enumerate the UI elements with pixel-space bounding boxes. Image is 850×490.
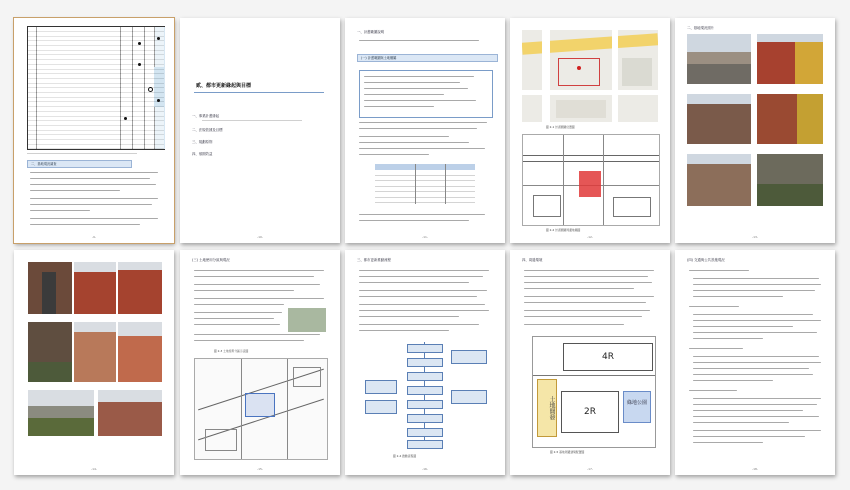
zoning-map [194,358,328,460]
site-photo-7 [28,262,72,314]
page-thumbnail-7[interactable] [180,250,340,475]
inset-photo [288,308,326,332]
page-thumbnail-1[interactable]: 二、基地現況調查 -9- [14,18,174,243]
site-photo-13 [28,390,94,436]
flow-side-3 [365,380,397,394]
section-subtitle: (一) 計畫範圍與土地權屬 [357,54,498,62]
flow-step-1 [407,344,443,353]
page-thumbnail-8[interactable] [345,250,505,475]
chapter-item-4: 四、預期效益 [192,152,213,156]
location-map [522,30,658,122]
page-thumbnail-10[interactable] [675,250,835,475]
page-thumbnail-5[interactable] [675,18,835,243]
chapter-item-2: 二、法規依據及目標 [192,128,223,132]
page-thumbnail-6[interactable] [14,250,174,475]
flow-side-4 [365,400,397,414]
section-title: 二、基地現況照片 [687,26,715,30]
section-title: 三、都市更新推動流程 [357,258,391,262]
page-number: -16- [422,467,428,471]
page-number: -14- [91,467,97,471]
flow-step-7 [407,428,443,437]
page-thumbnail-2[interactable] [180,18,340,243]
block-4r-label: 4R [563,343,653,371]
flow-step-4 [407,386,443,395]
section-title: (三) 土地使用分區與現況 [192,258,230,262]
flow-side-1 [451,350,487,364]
survey-table [27,26,165,150]
site-layout-plan [532,336,656,448]
page-number: -15- [257,467,263,471]
page-number: -12- [587,235,593,239]
page-thumbnail-3[interactable] [345,18,505,243]
figure-caption: 圖 2-5 基地周邊建築配置圖 [550,450,585,454]
info-box [359,70,493,118]
site-photo-11 [74,322,116,382]
figure-caption: 圖 2-3 土地使用分區示意圖 [214,349,249,353]
page-number: -18- [752,467,758,471]
land-development-label: 土地開發 [537,379,557,437]
chapter-title: 貳、都市更新緣起與目標 [196,83,252,89]
site-photo-14 [98,390,162,436]
page-number: -9- [91,235,97,239]
page-number: -17- [587,467,593,471]
site-photo-10 [28,322,72,382]
section-title: 四、周邊環境 [522,258,543,262]
page-number: -13- [752,235,758,239]
site-photo-12 [118,322,162,382]
site-photo-9 [118,262,162,314]
page-thumbnail-4[interactable]: 圖 2-1 計畫範圍位置圖 圖 2-2 計畫範圍周邊地籍圖 -12- [510,18,670,243]
site-photo-8 [74,262,116,314]
flow-step-5 [407,400,443,409]
section-title: (四) 交通與公共設施現況 [687,258,725,262]
cadastral-map [522,134,660,226]
page-thumbnail-9[interactable] [510,250,670,475]
figure-caption: 圖 2-4 推動流程圖 [393,454,417,458]
site-photo-2 [757,34,823,84]
flow-side-2 [451,390,487,404]
flow-step-2 [407,358,443,367]
page-number: -10- [257,235,263,239]
chapter-item-3: 三、規劃原則 [192,140,213,144]
section-title: 一、計畫範圍說明 [357,30,385,34]
flow-step-8 [407,440,443,449]
site-photo-1 [687,34,751,84]
flow-step-6 [407,414,443,423]
site-photo-4 [757,94,823,144]
ownership-table [375,164,475,204]
flow-step-3 [407,372,443,381]
page-number: -11- [422,235,428,239]
block-2r-label: 2R [561,391,619,433]
green-park-label: 綠地公園 [623,391,651,423]
site-photo-5 [687,154,751,206]
chapter-item-1: 一、事業計畫緣起 [192,114,220,118]
site-photo-6 [757,154,823,206]
site-photo-3 [687,94,751,144]
figure-caption: 圖 2-2 計畫範圍周邊地籍圖 [546,228,581,232]
